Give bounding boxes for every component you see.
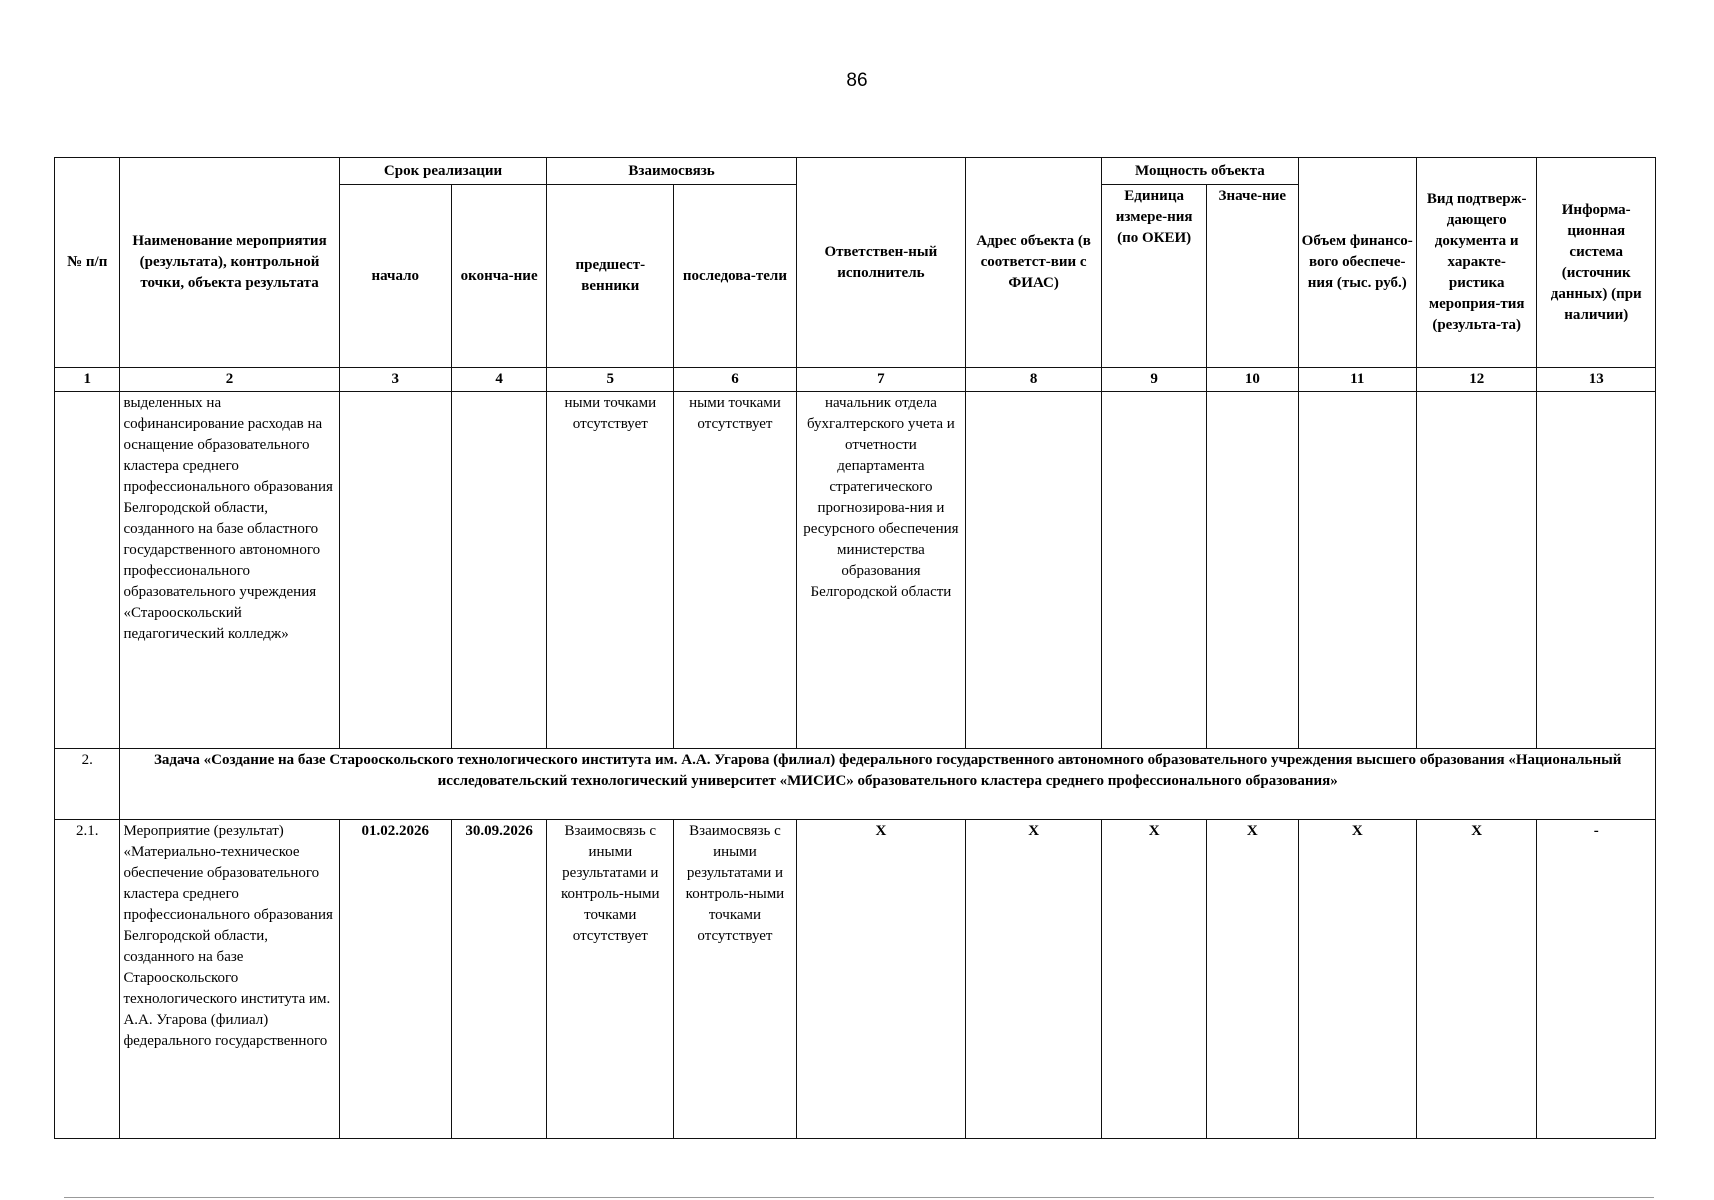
row-responsible: начальник отдела бухгалтерского учета и отчетности департамента стратегического прогнозирова-ния и ресурсного обеспечения министерства образования Белгородской области — [796, 392, 965, 749]
col-num: 3 — [339, 368, 451, 392]
header-link-pred: предшест-венники — [547, 185, 674, 368]
item-address: Х — [966, 820, 1102, 1139]
row-pred: ными точками отсутствует — [547, 392, 674, 749]
item-funding: Х — [1298, 820, 1416, 1139]
item-value: Х — [1207, 820, 1298, 1139]
item-doc: Х — [1416, 820, 1537, 1139]
header-link: Взаимосвязь — [547, 158, 796, 185]
column-numbers-row — [55, 368, 1656, 392]
table-row — [55, 392, 1656, 749]
item-name: Мероприятие (результат) «Материально-техническое обеспечение образовательного кластера среднего профессионального образования Белгородской области, созданного на базе Старооскольского технологического института им. А.А. Угарова (филиал) федерального государственного — [120, 820, 339, 1139]
col-num: 6 — [674, 368, 797, 392]
task-row — [55, 749, 1656, 820]
header-address: Адрес объекта (в соответст-вии с ФИАС) — [966, 158, 1102, 368]
col-num: 13 — [1537, 368, 1656, 392]
col-num: 4 — [451, 368, 547, 392]
header-responsible: Ответствен-ный исполнитель — [796, 158, 965, 368]
col-num: 1 — [55, 368, 120, 392]
header-link-succ: последова-тели — [674, 185, 797, 368]
page-number: 86 — [846, 70, 868, 91]
task-num: 2. — [55, 749, 120, 820]
task-title: Задача «Создание на базе Старооскольского технологического института им. А.А. Угарова (филиал) федерального государственного автономного образовательного учреждения высшего образования «Национальный исследовательский технологический университет «МИСИС» образовательного кластера среднего профессионального образования» — [120, 749, 1656, 820]
col-num: 5 — [547, 368, 674, 392]
table-row — [55, 820, 1656, 1139]
header-term-end: оконча-ние — [451, 185, 547, 368]
item-num: 2.1. — [55, 820, 120, 1139]
col-num: 2 — [120, 368, 339, 392]
col-num: 12 — [1416, 368, 1537, 392]
item-end: 30.09.2026 — [451, 820, 547, 1139]
row-succ: ными точками отсутствует — [674, 392, 797, 749]
header-capacity-unit: Единица измере-ния (по ОКЕИ) — [1102, 185, 1207, 368]
header-capacity: Мощность объекта — [1102, 158, 1298, 185]
header-term: Срок реализации — [339, 158, 547, 185]
col-num: 10 — [1207, 368, 1298, 392]
header-capacity-value: Значе-ние — [1207, 185, 1298, 368]
item-responsible: Х — [796, 820, 965, 1139]
header-name: Наименование мероприятия (результата), контрольной точки, объекта результата — [120, 158, 339, 368]
activity-table — [54, 157, 1656, 1139]
item-pred: Взаимосвязь с иными результатами и контроль-ными точками отсутствует — [547, 820, 674, 1139]
page-divider — [64, 1197, 1654, 1198]
col-num: 8 — [966, 368, 1102, 392]
col-num: 11 — [1298, 368, 1416, 392]
row-name: выделенных на софинансирование расходав на оснащение образовательного кластера среднего профессионального образования Белгородской области, созданного на базе областного государственного автономного профессионального образовательного учреждения «Старооскольский педагогический колледж» — [120, 392, 339, 749]
item-unit: Х — [1102, 820, 1207, 1139]
header-num: № п/п — [55, 158, 120, 368]
header-funding: Объем финансо-вого обеспече-ния (тыс. руб.) — [1298, 158, 1416, 368]
item-succ: Взаимосвязь с иными результатами и контроль-ными точками отсутствует — [674, 820, 797, 1139]
col-num: 9 — [1102, 368, 1207, 392]
item-start: 01.02.2026 — [339, 820, 451, 1139]
header-doc-type: Вид подтверж-дающего документа и характе-ристика мероприя-тия (результа-та) — [1416, 158, 1537, 368]
header-term-start: начало — [339, 185, 451, 368]
header-info-system: Информа-ционная система (источник данных) (при наличии) — [1537, 158, 1656, 368]
item-info: - — [1537, 820, 1656, 1139]
col-num: 7 — [796, 368, 965, 392]
